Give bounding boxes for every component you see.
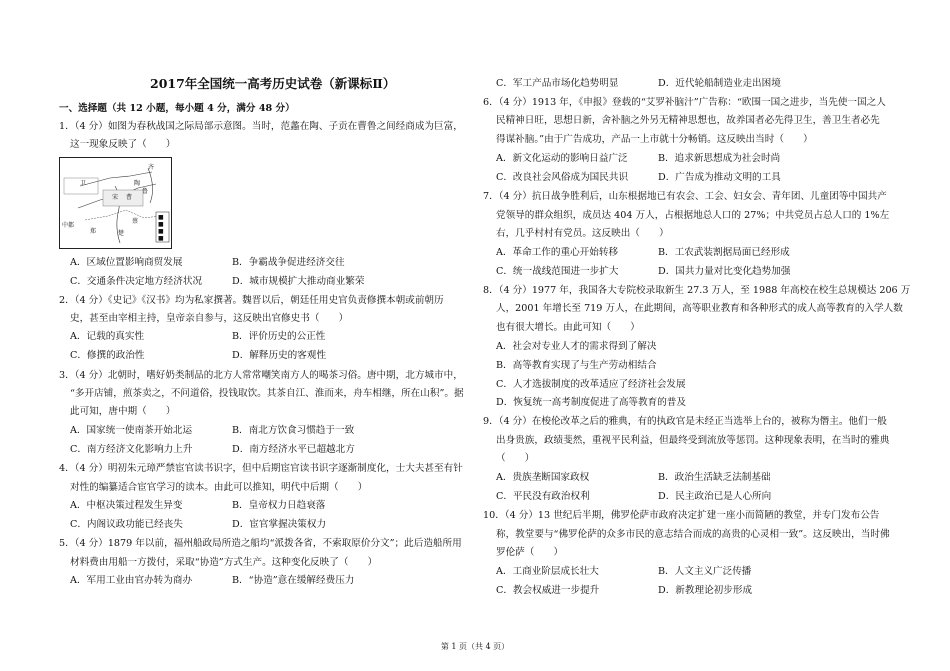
q6-stem-line2: 民精神日旺，思想日新，舍补脑之外另无精神思想也，故养国者必先得卫生，善卫生者必先 xyxy=(496,115,880,126)
q10-stem-line2: 称，教堂要与“佛罗伦萨的众多市民的意志结合而成的高贵的心灵相一致”。这反映出，当时佛 xyxy=(496,529,890,540)
q1-stem-line2: 这一现象反映了（ ） xyxy=(70,139,176,150)
map-legend-3: ■ xyxy=(158,228,164,235)
spring-autumn-map xyxy=(59,157,172,249)
q7-option-a: A．革命工作的重心开始转移 xyxy=(496,247,619,258)
q8-option-a: A．社会对专业人才的需求得到了解决 xyxy=(496,341,657,352)
q10-option-a: A．工商业阶层成长壮大 xyxy=(496,566,599,577)
q10-option-c: C．教会权威进一步提升 xyxy=(496,585,600,596)
q6-option-a: A．新文化运动的影响日益广泛 xyxy=(496,153,628,164)
q7-stem-line1: 7．（4 分）抗日战争胜利后，山东根据地已有农会、工会、妇女会、青年团、儿童团等中国共产 xyxy=(483,191,887,202)
q6-option-c: C．改良社会风俗成为国民共识 xyxy=(496,172,629,183)
map-legend-2: ■ xyxy=(158,221,164,228)
q5-option-b: B．“协造”意在缓解经费压力 xyxy=(232,575,355,586)
q4-stem-line1: 4．（4 分）明初朱元璋严禁宦官读书识字，但中后期宦官读书识字逐渐制度化，士大夫甚至有针 xyxy=(59,463,463,474)
q8-stem-line2: 人，2001 年增长至 719 万人，在此期间，高等职业教育和各种形式的成人高等教育的入学人数 xyxy=(496,303,903,314)
map-label-lu: 鲁 xyxy=(142,188,149,195)
q4-option-c: C．内阁议政功能已经丧失 xyxy=(70,519,183,530)
q4-stem-line2: 对性的编纂适合宦官学习的读本。由此可以推知，明代中后期（ ） xyxy=(70,482,368,493)
q5-option-a: A．军用工业由官办转为商办 xyxy=(70,575,193,586)
q3-stem-line1: 3．（4 分）北朝时，嗜好奶类制品的北方人常常嘲笑南方人的喝茶习俗。唐中期，北方城市中， xyxy=(59,370,463,381)
q9-stem-line1: 9．（4 分）在梭伦改革之后的雅典，有的执政官是未经正当选举上台的，被称为僭主。他们一般 xyxy=(483,416,887,427)
q2-stem-line1: 2．（4 分）《史记》《汉书》均为私家撰著。魏晋以后，朝廷任用史官负责修撰本朝或前朝历 xyxy=(59,295,444,306)
q9-option-b: B．政治生活缺乏法制基础 xyxy=(658,472,771,483)
map-legend-1: ■ xyxy=(158,214,164,221)
q9-option-d: D．民主政治已是人心所向 xyxy=(658,491,772,502)
map-label-cai: 蔡 xyxy=(132,218,139,225)
q3-option-b: B．南北方饮食习惯趋于一致 xyxy=(232,425,355,436)
q3-stem-line3: 此可知，唐中期（ ） xyxy=(70,406,176,417)
q2-option-b: B．评价历史的公正性 xyxy=(232,331,326,342)
q1-option-b: B．争霸战争促进经济交往 xyxy=(232,257,345,268)
q7-option-c: C．统一战线范围进一步扩大 xyxy=(496,266,619,277)
page-footer: 第 1 页（共 4 页） xyxy=(440,642,510,651)
q7-option-d: D．国共力量对比变化趋势加强 xyxy=(658,266,791,277)
q2-option-c: C．修撰的政治性 xyxy=(70,350,145,361)
map-label-zhongdu: 中都 xyxy=(62,222,75,229)
exam-title: 2017年全国统一高考历史试卷（新课标Ⅱ） xyxy=(150,76,396,91)
map-label-qi: 齐 xyxy=(148,164,155,171)
q7-option-b: B．工农武装割据局面已经形成 xyxy=(658,247,790,258)
q5-option-c: C．军工产品市场化趋势明显 xyxy=(496,78,619,89)
map-label-zheng: 郑 xyxy=(90,228,97,235)
q1-option-c: C．交通条件决定地方经济状况 xyxy=(70,276,203,287)
map-label-cao: 曹 xyxy=(126,194,133,201)
q5-option-d: D．近代轮船制造业走出困境 xyxy=(658,78,781,89)
q3-option-d: D．南方经济水平已超越北方 xyxy=(232,444,355,455)
map-label-tao: 陶 xyxy=(134,180,141,187)
q9-option-a: A．贵族垄断国家政权 xyxy=(496,472,590,483)
q3-option-a: A．国家统一使南茶开始北运 xyxy=(70,425,193,436)
q10-stem-line3: 罗伦萨（ ） xyxy=(496,547,564,558)
q2-option-a: A．记载的真实性 xyxy=(70,331,145,342)
q6-stem-line1: 6．（4 分）1913 年，《申报》登载的“艾罗补脑汁”广告称：“欧围一国之进步，当先使一国之人 xyxy=(483,97,886,108)
q8-stem-line3: 也有很大增长。由此可知（ ） xyxy=(496,322,640,333)
q2-stem-line2: 史，甚至由宰相主持，皇帝亲自参与，这反映出官修史书（ ） xyxy=(70,313,349,324)
q10-option-d: D．新教理论初步形成 xyxy=(658,585,753,596)
q9-stem-line2: 出身贵族，政绩斐然，重视平民利益，但最终受到流放等惩罚。这种现象表明，在当时的雅典 xyxy=(496,435,890,446)
q2-option-d: D．解释历史的客观性 xyxy=(232,350,327,361)
q3-option-c: C．南方经济文化影响力上升 xyxy=(70,444,193,455)
q9-option-c: C．平民没有政治权利 xyxy=(496,491,590,502)
map-label-chu: 楚 xyxy=(118,230,125,237)
section-heading: 一、选择题（共 12 小题，每小题 4 分，满分 48 分） xyxy=(59,103,295,114)
q7-stem-line3: 右，几乎村村有党员。这反映出（ ） xyxy=(496,228,669,239)
q8-stem-line1: 8．（4 分）1977 年，我国各大专院校录取新生 27.3 万人，至 1988 年高校在校生总规模达 206 万 xyxy=(483,285,911,296)
q7-stem-line2: 党领导的群众组织，成员达 404 万人，占根据地总人口的 27%；中共党员占总人口的 1%左 xyxy=(496,210,890,221)
q6-stem-line3: 得谋补脑。”由于广告成功，产品一上市就十分畅销。这反映出当时（ ） xyxy=(496,134,813,145)
q3-stem-line2: “多开店铺，煎茶卖之，不问道俗，投钱取饮。其茶自江、淮而来，舟车相继，所在山积”。据 xyxy=(70,388,464,399)
q8-option-b: B．高等教育实现了与生产劳动相结合 xyxy=(496,360,657,371)
q6-option-b: B．追求新思想成为社会时尚 xyxy=(658,153,781,164)
map-label-song: 宋 xyxy=(112,194,119,201)
q5-stem-line2: 材料费由用船一方拨付，采取“协造”方式生产。这种变化反映了（ ） xyxy=(70,557,378,568)
q6-option-d: D．广告成为推动文明的工具 xyxy=(658,172,781,183)
q1-option-a: A．区域位置影响商贸发展 xyxy=(70,257,183,268)
map-drawing xyxy=(60,158,171,248)
q8-option-c: C．人才选拔制度的改革适应了经济社会发展 xyxy=(496,379,686,390)
map-legend-4: ■ xyxy=(158,235,164,242)
q10-stem-line1: 10．（4 分）13 世纪后半期，佛罗伦萨市政府决定扩建一座小而简陋的教堂，并专门发布公告 xyxy=(483,510,880,521)
q8-option-d: D．恢复统一高考制度促进了高等教育的普及 xyxy=(496,397,686,408)
q4-option-a: A．中枢决策过程发生异变 xyxy=(70,500,183,511)
q1-stem-line1: 1．（4 分）如图为春秋战国之际局部示意图。当时，范蠡在陶、子贡在曹鲁之间经商成为巨富， xyxy=(59,121,463,132)
q1-option-d: D．城市规模扩大推动商业繁荣 xyxy=(232,276,365,287)
q4-option-b: B．皇帝权力日趋衰落 xyxy=(232,500,326,511)
q4-option-d: D．宦官掌握决策权力 xyxy=(232,519,327,530)
map-label-wei: 卫 xyxy=(80,180,87,187)
q10-option-b: B．人文主义广泛传播 xyxy=(658,566,752,577)
q5-stem-line1: 5．（4 分）1879 年以前，福州船政局所造之船均“派拨各省，不索取原价分文”；此后造船所用 xyxy=(59,538,462,549)
q9-stem-line3: （ ） xyxy=(496,453,535,464)
